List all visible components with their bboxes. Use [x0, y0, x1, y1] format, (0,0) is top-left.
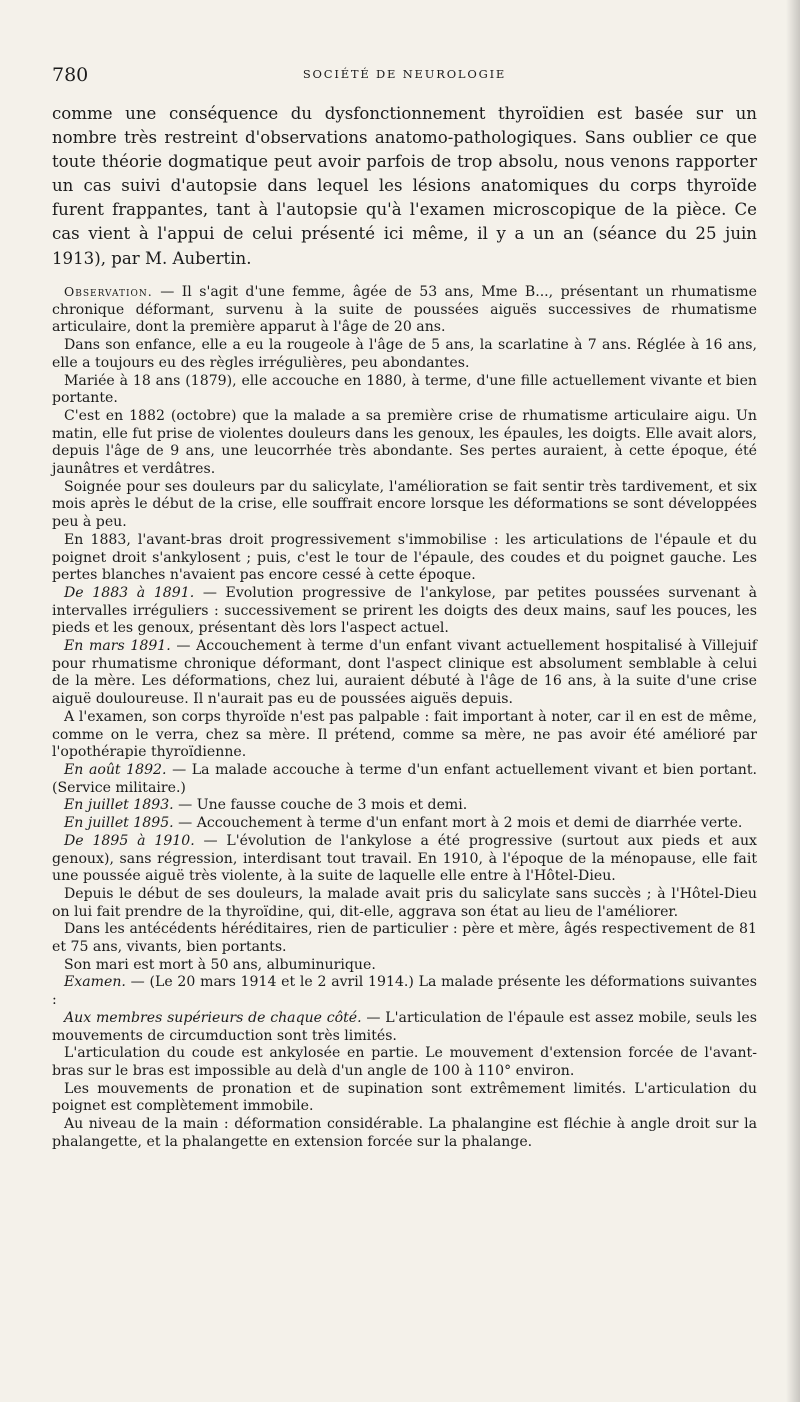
observation-paragraph [52, 833, 757, 886]
paragraph-lead: En juillet 1893. [64, 797, 174, 814]
intro-paragraph-block [52, 102, 757, 271]
paragraph-lead: De 1883 à 1891. [64, 584, 195, 601]
observation-paragraph [52, 886, 757, 921]
observation-paragraph [52, 957, 757, 975]
paragraph-text: — Accouchement à terme d'un enfant vivant actuellement hospitalisé à Villejuif pour rhumatisme chronique déformant, dont l'aspect clinique est absolument semblable à celui de la mère. Les déformations, chez lui, auraient débuté à l'âge de 16 ans, à la suite d'une crise aiguë douloureuse. Il n'aurait pas eu de poussées aiguës depuis. [52, 638, 757, 708]
paragraph-text: Mariée à 18 ans (1879), elle accouche en 1880, à terme, d'une fille actuellement vivante et bien portante. [52, 372, 757, 407]
paragraph-text: Son mari est mort à 50 ans, albuminurique. [64, 956, 376, 973]
paragraph-text: Dans son enfance, elle a eu la rougeole à l'âge de 5 ans, la scarlatine à 7 ans. Réglée à 16 ans, elle a toujours eu des règles irrégulières, peu abondantes. [52, 337, 757, 371]
observation-paragraph [52, 1045, 757, 1080]
observation-paragraph [52, 797, 757, 815]
intro-paragraph: comme une conséquence du dysfonctionnement thyroïdien est basée sur un nombre très restreint d'observations anatomo-pathologiques. Sans oublier ce que toute théorie dogmatique peut avoir parfois de trop absolu, nous venons rapporter un cas suivi d'autopsie dans lequel les lésions anatomiques du corps thyroïde furent frappantes, tant à l'autopsie qu'à l'examen microscopique de la pièce. Ce cas vient à l'appui de celui présenté ici même, il y a un an (séance du 25 juin 1913), par M. Aubertin. [52, 104, 757, 268]
observation-paragraph [52, 1010, 757, 1045]
page-edge-shadow [786, 0, 800, 1402]
paragraph-lead: En juillet 1895. [64, 815, 174, 832]
paragraph-text: — Accouchement à terme d'un enfant mort à 2 mois et demi de diarrhée verte. [173, 815, 743, 832]
observation-text [52, 283, 757, 1151]
observation-paragraph [52, 532, 757, 585]
paragraph-lead: Examen. [64, 974, 126, 991]
page-header [52, 64, 757, 90]
observation-paragraph [52, 709, 757, 762]
paragraph-text: — Une fausse couche de 3 mois et demi. [173, 797, 468, 814]
observation-paragraph [52, 638, 757, 709]
paragraph-lead: Observation. [64, 284, 153, 299]
paragraph-text: — L'articulation de l'épaule est assez mobile, seuls les mouvements de circumduction sont très limités. [52, 1009, 757, 1044]
paragraph-text: L'articulation du coude est ankylosée en partie. Le mouvement d'extension forcée de l'avant-bras sur le bras est impossible au delà d'un angle de 100 à 110° environ. [52, 1045, 757, 1079]
observation-paragraph [52, 762, 757, 797]
paragraph-text: — La malade accouche à terme d'un enfant actuellement vivant et bien portant. (Service militaire.) [52, 761, 757, 796]
paragraph-text: — Il s'agit d'une femme, âgée de 53 ans, Mme B..., présentant un rhumatisme chronique déformant, survenu à la suite de poussées aiguës successives de rhumatisme articulaire, dont la première apparut à l'âge de 20 ans. [52, 284, 757, 336]
observation-paragraph [52, 408, 757, 479]
observation-paragraph [52, 1081, 757, 1116]
observation-paragraph [52, 479, 757, 532]
paragraph-lead: En août 1892. [64, 761, 167, 778]
paragraph-text: Depuis le début de ses douleurs, la malade avait pris du salicylate sans succès ; à l'Hôtel-Dieu on lui fait prendre de la thyroïdine, qui, dit-elle, aggrava son état au lieu de l'améliorer. [52, 885, 757, 920]
observation-paragraph [52, 921, 757, 956]
observation-paragraph [52, 1116, 757, 1151]
paragraph-text: Soignée pour ses douleurs par du salicylate, l'amélioration se fait sentir très tardivement, et six mois après le début de la crise, elle souffrait encore lorsque les déformations se sont développées peu à peu. [52, 478, 757, 531]
observation-paragraph [52, 283, 757, 337]
paragraph-lead: En mars 1891. [64, 638, 171, 655]
paragraph-text: A l'examen, son corps thyroïde n'est pas palpable : fait important à noter, car il en est de même, comme on le verra, chez sa mère. Il prétend, comme sa mère, ne pas avoir été amélioré par l'opothérapie thyroïdienne. [52, 708, 757, 761]
observation-paragraph [52, 974, 757, 1009]
page-number: 780 [52, 64, 89, 86]
paragraph-text: — Evolution progressive de l'ankylose, par petites poussées survenant à intervalles irréguliers : successivement se prirent les doigts des deux mains, sauf les pouces, les pieds et les genoux, présentant dès lors l'aspect actuel. [52, 584, 757, 637]
observation-paragraph [52, 815, 757, 833]
paragraph-text: Dans les antécédents héréditaires, rien de particulier : père et mère, âgés respectivement de 81 et 75 ans, vivants, bien portants. [52, 921, 757, 956]
paragraph-text: — (Le 20 mars 1914 et le 2 avril 1914.) La malade présente les déformations suivantes : [52, 974, 757, 1009]
observation-paragraph [52, 337, 757, 372]
paragraph-lead: De 1895 à 1910. [64, 832, 195, 849]
paragraph-lead: Aux membres supérieurs de chaque côté. [64, 1009, 362, 1026]
paragraph-text: Au niveau de la main : déformation considérable. La phalangine est fléchie à angle droit sur la phalangette, et la phalangette en extension forcée sur la phalange. [52, 1116, 757, 1150]
running-title: SOCIÉTÉ DE NEUROLOGIE [302, 67, 507, 81]
observation-paragraph [52, 585, 757, 638]
paragraph-text: En 1883, l'avant-bras droit progressivement s'immobilise : les articulations de l'épaule et du poignet droit s'ankylosent ; puis, c'est le tour de l'épaule, des coudes et du poignet gauche. Les pertes blanches n'avaient pas encore cessé à cette époque. [52, 531, 757, 584]
paragraph-text: Les mouvements de pronation et de supination sont extrêmement limités. L'articulation du poignet est complètement immobile. [52, 1080, 757, 1115]
paragraph-text: — L'évolution de l'ankylose a été progressive (surtout aux pieds et aux genoux), sans régression, interdisant tout travail. En 1910, à l'époque de la ménopause, elle fait une poussée aiguë très violente, à la suite de laquelle elle entre à l'Hôtel-Dieu. [52, 832, 757, 885]
observation-paragraph [52, 373, 757, 408]
paragraph-text: C'est en 1882 (octobre) que la malade a sa première crise de rhumatisme articulaire aigu. Un matin, elle fut prise de violentes douleurs dans les genoux, les épaules, les doigts. Elle avait alors, depuis l'âge de 9 ans, une leucorrhée très abondante. Ses pertes auraient, à cette époque, été jaunâtres et verdâtres. [52, 407, 757, 478]
